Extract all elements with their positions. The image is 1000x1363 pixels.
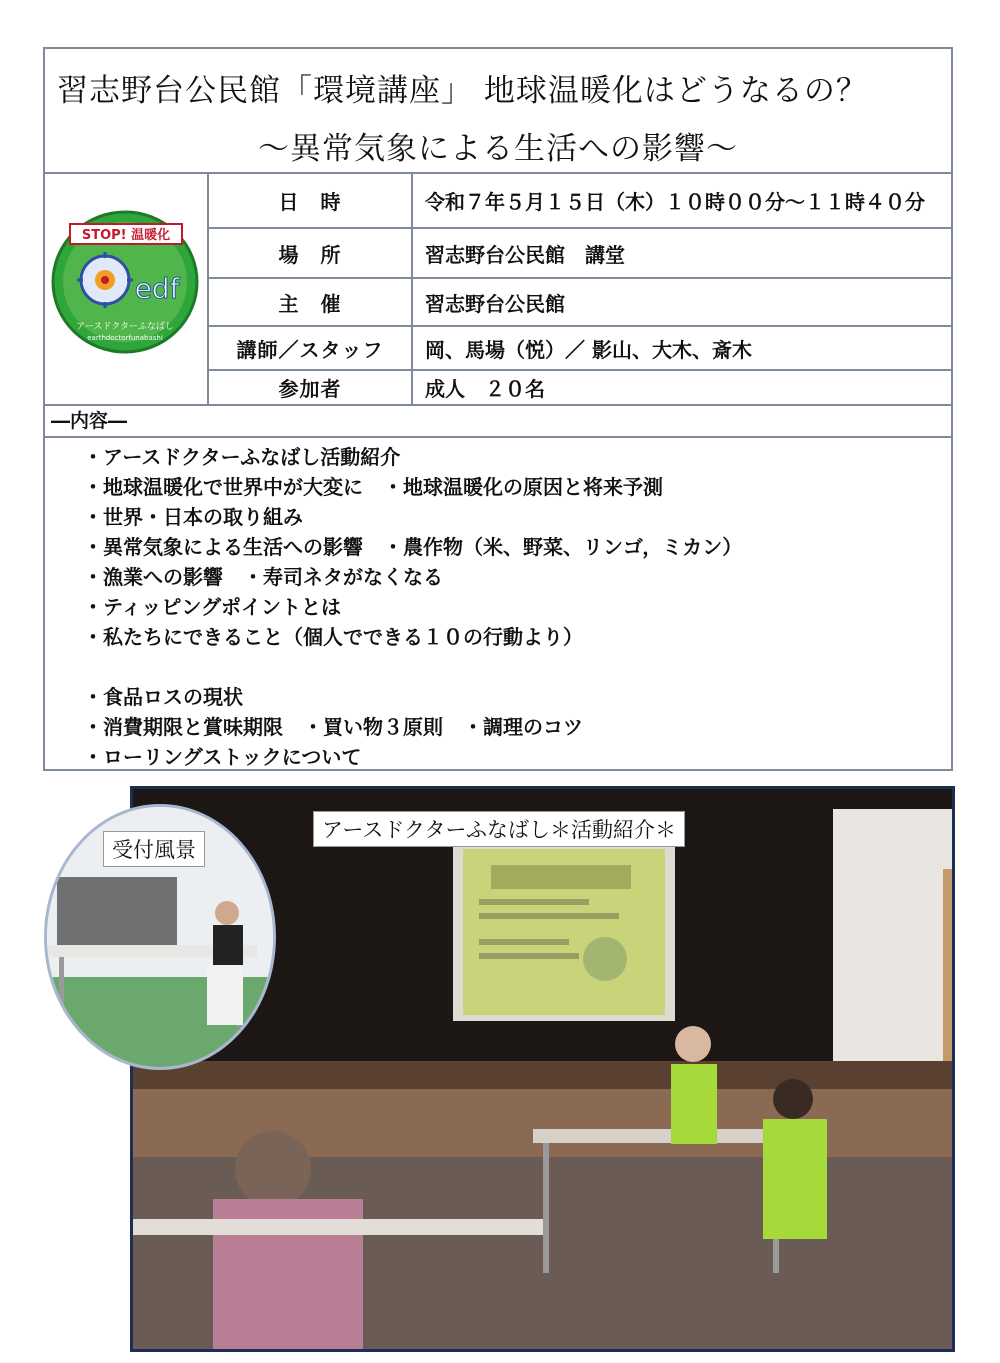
info-row-host — [209, 279, 951, 327]
content-list — [83, 442, 742, 772]
page-subtitle: ～異常気象による生活への影響～ — [258, 131, 738, 167]
info-value: 習志野台公民館 — [425, 291, 565, 316]
logo-name-jp: アースドクターふなばし — [76, 322, 174, 332]
logo-cell — [45, 174, 209, 404]
edf-logo — [45, 174, 205, 400]
info-row-staff — [209, 327, 951, 371]
list-item: ・ローリングストックについて — [83, 745, 362, 769]
page-title: 習志野台公民館「環境講座」 地球温暖化はどうなるの？ — [57, 73, 868, 109]
info-row-participants — [209, 371, 951, 404]
content-heading: ―内容― — [45, 404, 951, 438]
info-value: 令和７年５月１５日（木）１０時００分～１１時４０分 — [425, 190, 925, 214]
list-item: ・ティッピングポイントとは — [83, 595, 341, 619]
info-row-datetime — [209, 174, 951, 229]
info-value: 岡、馬場（悦）／ 影山、大木、斎木 — [425, 337, 752, 362]
list-item: ・地球温暖化で世界中が大変に ・地球温暖化の原因と将来予測 — [83, 475, 663, 499]
reception-photo — [44, 804, 276, 1070]
list-item: ・アースドクターふなばし活動紹介 — [83, 445, 401, 469]
logo-letters: edf — [134, 272, 180, 305]
list-item: ・消費期限と賞味期限 ・買い物３原則 ・調理のコツ — [83, 715, 583, 739]
list-item: ・異常気象による生活への影響 ・農作物（米、野菜、リンゴ，ミカン） — [83, 535, 743, 559]
logo-banner: STOP! 温暖化 — [81, 228, 171, 243]
list-item: ・食品ロスの現状 — [83, 685, 243, 709]
info-label: 日 時 — [209, 174, 413, 227]
info-label: 場 所 — [209, 229, 413, 277]
info-label: 参加者 — [209, 371, 413, 404]
info-row-place — [209, 229, 951, 279]
logo-name-en: earthdoctorfunabashi — [87, 334, 163, 342]
title-box — [45, 49, 951, 174]
list-item: ・漁業への影響 ・寿司ネタがなくなる — [83, 565, 443, 589]
list-item: ・私たちにできること（個人でできる１０の行動より） — [83, 625, 583, 649]
main-photo-caption: アースドクターふなばし＊活動紹介＊ — [313, 811, 685, 847]
info-value: 成人 ２０名 — [425, 377, 545, 401]
info-label: 講師／スタッフ — [209, 327, 413, 369]
info-value: 習志野台公民館 講堂 — [425, 242, 625, 267]
inset-photo-caption: 受付風景 — [103, 831, 205, 867]
list-item: ・世界・日本の取り組み — [83, 505, 303, 529]
info-sheet — [43, 47, 953, 771]
info-label: 主 催 — [209, 279, 413, 325]
